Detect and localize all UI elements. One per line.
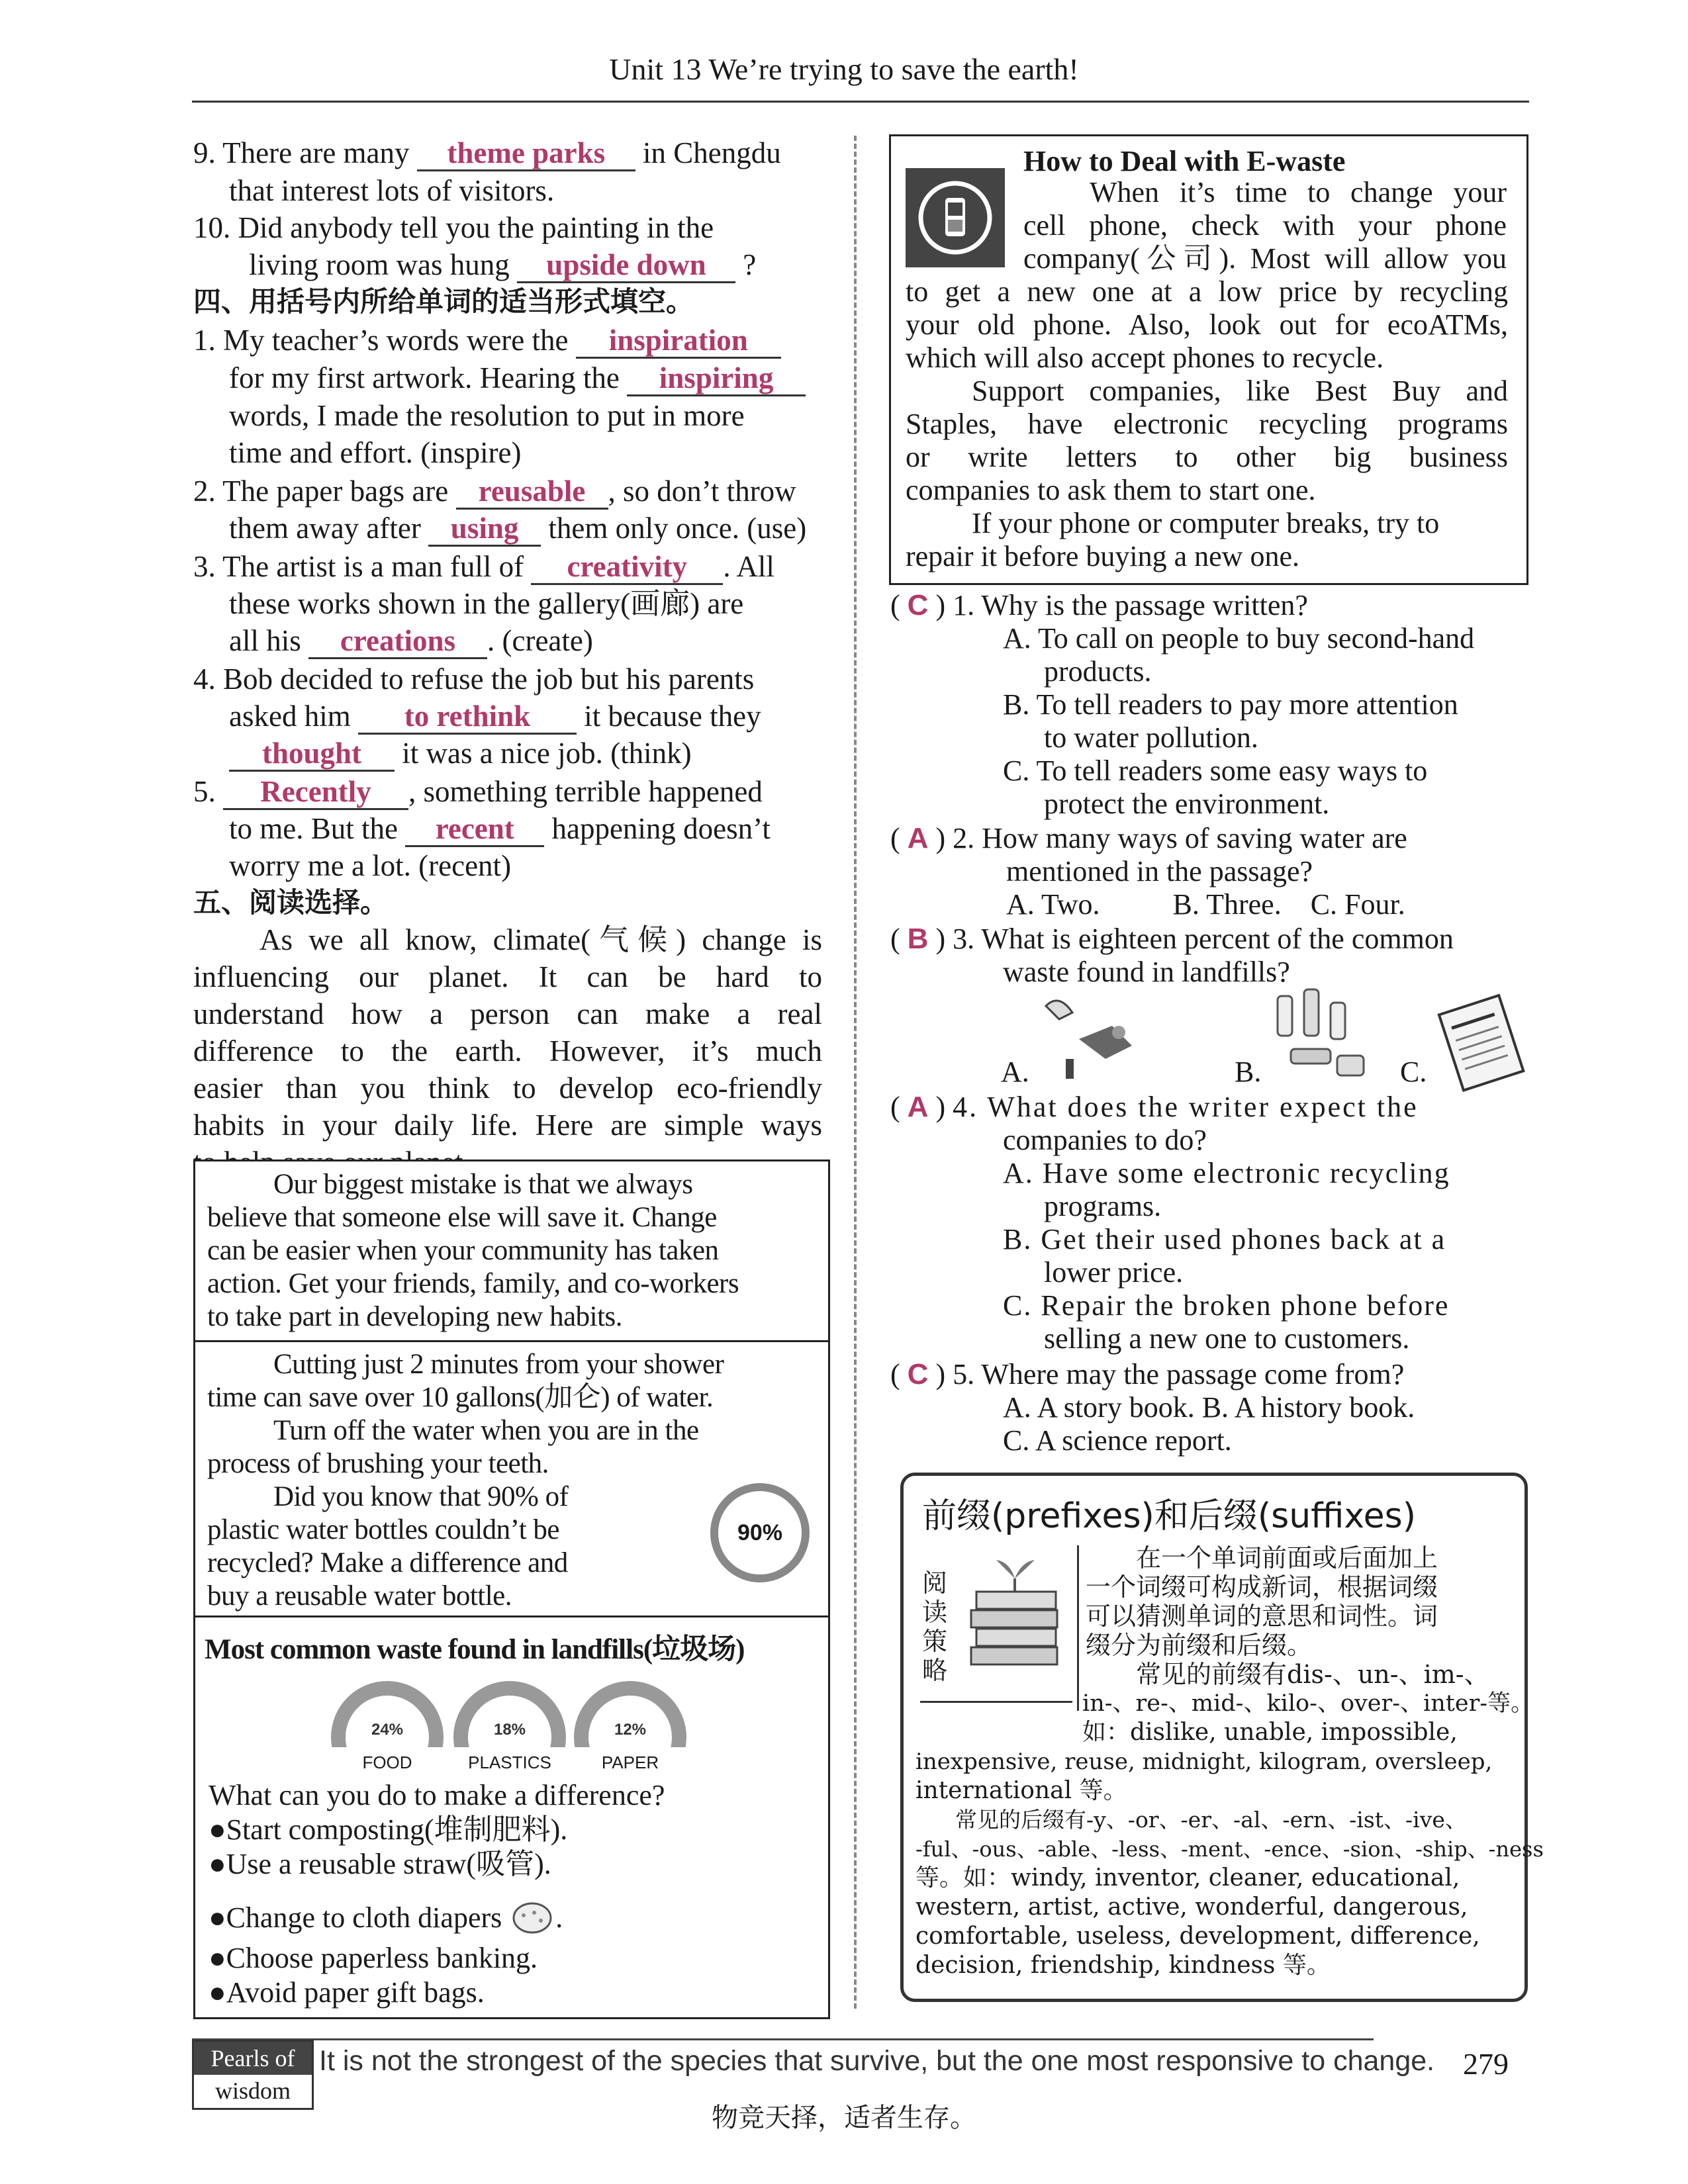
wisdom-chinese: 物竞天择，适者生存。: [712, 2103, 976, 2133]
q5-answer: C: [907, 1358, 929, 1390]
s3-answer-2: creations: [308, 624, 487, 659]
gauge-paper: 12%: [574, 1681, 686, 1747]
tip-side-rule: [920, 1701, 1072, 1703]
s2-line1: 2. The paper bags are reusable , so don’t throw: [193, 473, 796, 510]
s5-line1: 5. Recently , something terrible happened: [193, 773, 763, 810]
tip-suffix-examples-4: decision, friendship, kindness 等。: [915, 1952, 1331, 1979]
tip-prefix-examples-1: 如：dislike, unable, impossible,: [1082, 1719, 1458, 1746]
question-5: ( C ) 5. Where may the passage come from? A. A story book. B. A history book. C. A science report.: [890, 1358, 1415, 1457]
column-divider: [854, 136, 857, 2009]
bullet-1: ●Start composting(堆制肥料).: [209, 1813, 568, 1846]
bullet-4: ●Choose paperless banking.: [209, 1942, 538, 1974]
s2-answer-1: reusable: [456, 475, 608, 510]
gauge-plastics-label: PLASTICS: [468, 1752, 551, 1772]
s1-line1: 1. My teacher’s words were the inspiration: [193, 322, 781, 359]
s4-line2: asked him to rethink it because they: [229, 698, 761, 735]
bullet-2: ●Use a reusable straw(吸管).: [209, 1848, 551, 1880]
section-4-title: 四、用括号内所给单词的适当形式填空。: [193, 285, 694, 318]
tip-suffix-list-1: 常见的后缀有-y、-or、-er、-al、-ern、-ist、-ive、: [955, 1807, 1467, 1833]
s1-line4: time and effort. (inspire): [229, 436, 522, 469]
q4-answer: A: [907, 1091, 929, 1123]
question-4: ( A ) 4. What does the writer expect the companies to do? A. Have some electronic recycling programs. B. Get their used phones back at a lower price. C. Repair the broken phone before selling a new one to customers.: [890, 1091, 1450, 1355]
box1-text: Our biggest mistake is that we always believe that someone else will save it. Change can be easier when your community has taken action. Get your friends, family, and co-workers to take part in developing new habits.: [207, 1169, 739, 1332]
phone-icon: [906, 168, 1005, 267]
bullet-5: ●Avoid paper gift bags.: [209, 1976, 485, 2009]
what-can-you-do: What can you do to make a difference?: [209, 1779, 665, 1811]
s2-line2: them away after using them only once. (use): [229, 510, 806, 547]
books-icon: [963, 1552, 1069, 1674]
reading-strategy-box: [900, 1473, 1544, 2002]
box-divider-1: [195, 1340, 828, 1342]
tip-vertical-rule: [1077, 1545, 1079, 1711]
q9-line2: that interest lots of visitors.: [229, 174, 555, 207]
s4-answer-2: thought: [229, 737, 395, 772]
s5-answer-2: recent: [405, 812, 544, 847]
ninety-percent-ring: 90%: [710, 1483, 810, 1582]
tip-suffix-examples-2: western, artist, active, wonderful, dangerous,: [915, 1893, 1468, 1921]
s1-line3: words, I made the resolution to put in more: [229, 399, 745, 432]
article-box: [193, 1160, 830, 2019]
q10-answer: upside down: [517, 248, 735, 283]
tip-suffix-examples-3: comfortable, useless, development, difference,: [915, 1923, 1480, 1950]
q3-option-c: C.: [1400, 1056, 1427, 1088]
s5-line3: worry me a lot. (recent): [229, 849, 512, 882]
section-5-title: 五、阅读选择。: [193, 886, 389, 919]
tip-side-label: 阅 读 策 略: [922, 1569, 948, 1685]
s4-line3: thought it was a nice job. (think): [229, 735, 692, 772]
header-rule: [192, 101, 1529, 103]
q9-answer: theme parks: [417, 136, 635, 171]
q1-answer: C: [907, 589, 929, 621]
s2-answer-2: using: [428, 512, 541, 547]
q10-line1: 10. Did anybody tell you the painting in the: [193, 211, 714, 244]
gauge-plastics: 18%: [453, 1681, 566, 1747]
tip-title: 前缀(prefixes)和后缀(suffixes): [922, 1496, 1416, 1536]
plastics-waste-icon: [1271, 983, 1377, 1099]
box-divider-2: [195, 1615, 828, 1617]
tip-suffix-list-2: -ful、-ous、-able、-less、-ment、-ence、-sion、-ship、-ness: [915, 1837, 1544, 1862]
s3-line1: 3. The artist is a man full of creativity . All: [193, 548, 774, 585]
landfill-title: Most common waste found in landfills(垃圾场): [205, 1634, 745, 1665]
gauge-food-label: FOOD: [362, 1752, 412, 1772]
s3-answer-1: creativity: [531, 550, 723, 585]
running-header: Unit 13 We’re trying to save the earth!: [609, 52, 1079, 86]
question-3: ( B ) 3. What is eighteen percent of the common waste found in landfills?: [890, 923, 1454, 988]
tip-prefix-examples-2: inexpensive, reuse, midnight, kilogram, oversleep,: [915, 1749, 1493, 1775]
tip-prefix-examples-3: international 等。: [915, 1777, 1127, 1804]
s4-answer-1: to rethink: [358, 700, 577, 735]
s3-line3: all his creations . (create): [229, 622, 593, 659]
question-2: ( A ) 2. How many ways of saving water are mentioned in the passage? A. Two. B. Three. C. Four.: [890, 822, 1407, 921]
wisdom-quote: It is not the strongest of the species that survive, but the one most responsive to change.: [319, 2045, 1435, 2077]
food-waste-icon: [1039, 986, 1158, 1095]
intro-paragraph: As we all know, climate(气候) change is influencing our planet. It can be hard to understand how a person can make a real difference to the earth. However, it’s much easier than you think to develop eco-friendly habits in your daily life. Here are simple ways: [193, 923, 822, 1142]
footer-rule: [192, 2038, 1374, 2040]
tip-prefix-list: in-、re-、mid-、kilo-、over-、inter-等。: [1082, 1690, 1534, 1717]
s1-line2: for my first artwork. Hearing the inspiring: [229, 359, 806, 396]
q3-option-b: B.: [1235, 1056, 1262, 1088]
s4-line1: 4. Bob decided to refuse the job but his parents: [193, 662, 755, 696]
q10-line2: living room was hung upside down ?: [249, 246, 756, 283]
s3-line2: these works shown in the gallery(画廊) are: [229, 587, 744, 620]
question-1: ( C ) 1. Why is the passage written? A. To call on people to buy second-hand products. B. To tell readers to pay more attention to water pollution. C. To tell readers some easy ways to protect the environment.: [890, 589, 1475, 820]
gauge-paper-label: PAPER: [601, 1752, 659, 1772]
s5-answer-1: Recently: [223, 775, 408, 810]
box2-text: Cutting just 2 minutes from your shower time can save over 10 gallons(加仑) of water. Turn off the water when you are in the process of brushing your teeth. Did you know that 90% of plastic water bottles couldn’t be recycled? Make a difference and buy a reusable water bottle.: [207, 1349, 724, 1612]
gauge-food: 24%: [331, 1681, 444, 1747]
ewaste-box: [889, 134, 1528, 585]
tip-suffix-examples-1: 等。如：windy, inventor, cleaner, educational,: [915, 1864, 1460, 1891]
bullet-3: ●Change to cloth diapers .: [209, 1893, 563, 1948]
q2-answer: A: [907, 822, 929, 854]
pearls-of-wisdom-badge: Pearls of wisdom: [192, 2040, 314, 2110]
s5-line2: to me. But the recent happening doesn’t: [229, 810, 771, 847]
tip-intro: 在一个单词前面或后面加上 一个词缀可构成新词，根据词缀 可以猜测单词的意思和词性。词 缀分为前缀和后缀。 常见的前缀有dis-、un-、im-、: [1086, 1543, 1489, 1689]
page-number: 279: [1463, 2047, 1509, 2081]
ewaste-para1-top: When it’s time to change your cell phone, check with your phone company(公司). Most will allow you: [1023, 176, 1507, 275]
q3-answer: B: [907, 923, 929, 955]
newspaper-icon: [1436, 993, 1529, 1095]
ewaste-rest: to get a new one at a low price by recycling your old phone. Also, look out for ecoATMs, which will also accept phones to recycle. Support companies, like Best Buy and Staples, have electronic recycling programs or write letters to other big business companies to ask them to start one. If your phone or computer breaks, try to repair it before buying a new one.: [906, 275, 1508, 572]
q3-option-a: A.: [1001, 1056, 1029, 1088]
q9-line1: 9. There are many theme parks in Chengdu: [193, 134, 781, 171]
ewaste-title: How to Deal with E-waste: [1023, 145, 1346, 177]
s1-answer-2: inspiring: [627, 361, 806, 396]
s1-answer-1: inspiration: [576, 324, 781, 359]
